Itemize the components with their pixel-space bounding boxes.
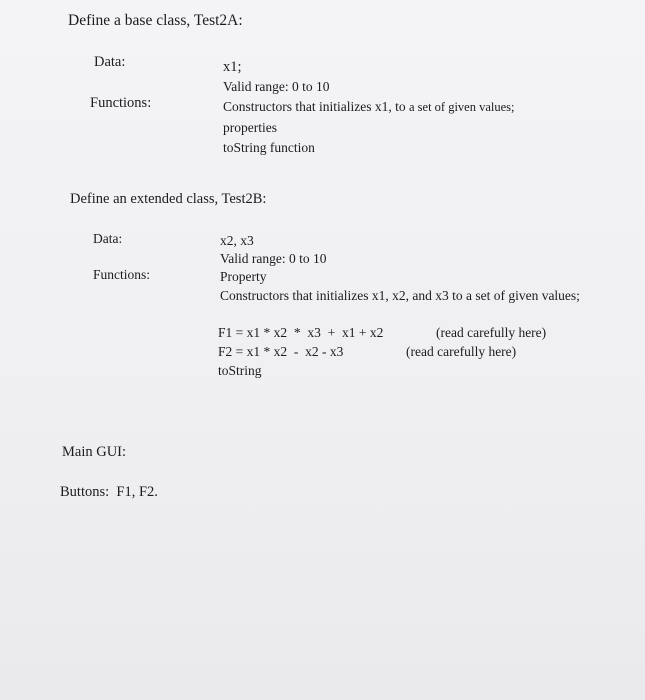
f2-formula: F2 = x1 * x2 - x2 - x3 xyxy=(218,344,344,359)
section-a-properties: properties xyxy=(223,120,277,135)
section-a-constructor-prefix: Constructors that initializes x1, to xyxy=(223,99,406,114)
f1-formula: F1 = x1 * x2 * x3 + x1 + x2 xyxy=(218,325,384,340)
f1-note: (read carefully here) xyxy=(436,325,547,340)
section-b-property: Property xyxy=(220,269,267,284)
section-b-data-label: Data: xyxy=(93,231,123,246)
main-gui-buttons: Buttons: F1, F2. xyxy=(60,484,158,500)
section-a-tostring: toString function xyxy=(223,140,315,155)
section-a-valid-range: Valid range: 0 to 10 xyxy=(223,79,330,94)
section-a-constructor-suffix: a set of given values; xyxy=(408,100,515,114)
section-a-constructor-text xyxy=(223,100,515,114)
f2-note: (read carefully here) xyxy=(406,344,517,359)
section-b-constructors: Constructors that initializes x1, x2, and x3 to a set of given values; xyxy=(220,288,580,303)
section-a-functions-label: Functions: xyxy=(90,95,152,111)
section-b-tostring: toString xyxy=(218,363,262,378)
section-a-heading: Define a base class, Test2A: xyxy=(68,12,243,29)
section-b-heading: Define an extended class, Test2B: xyxy=(70,191,267,207)
main-gui-heading: Main GUI: xyxy=(62,444,127,460)
section-b-functions-label: Functions: xyxy=(93,267,151,282)
section-b-valid-range: Valid range: 0 to 10 xyxy=(220,251,327,266)
section-b-data-value: x2, x3 xyxy=(220,233,254,248)
section-a-data-label: Data: xyxy=(94,54,126,70)
section-a-data-value: x1; xyxy=(223,59,242,75)
